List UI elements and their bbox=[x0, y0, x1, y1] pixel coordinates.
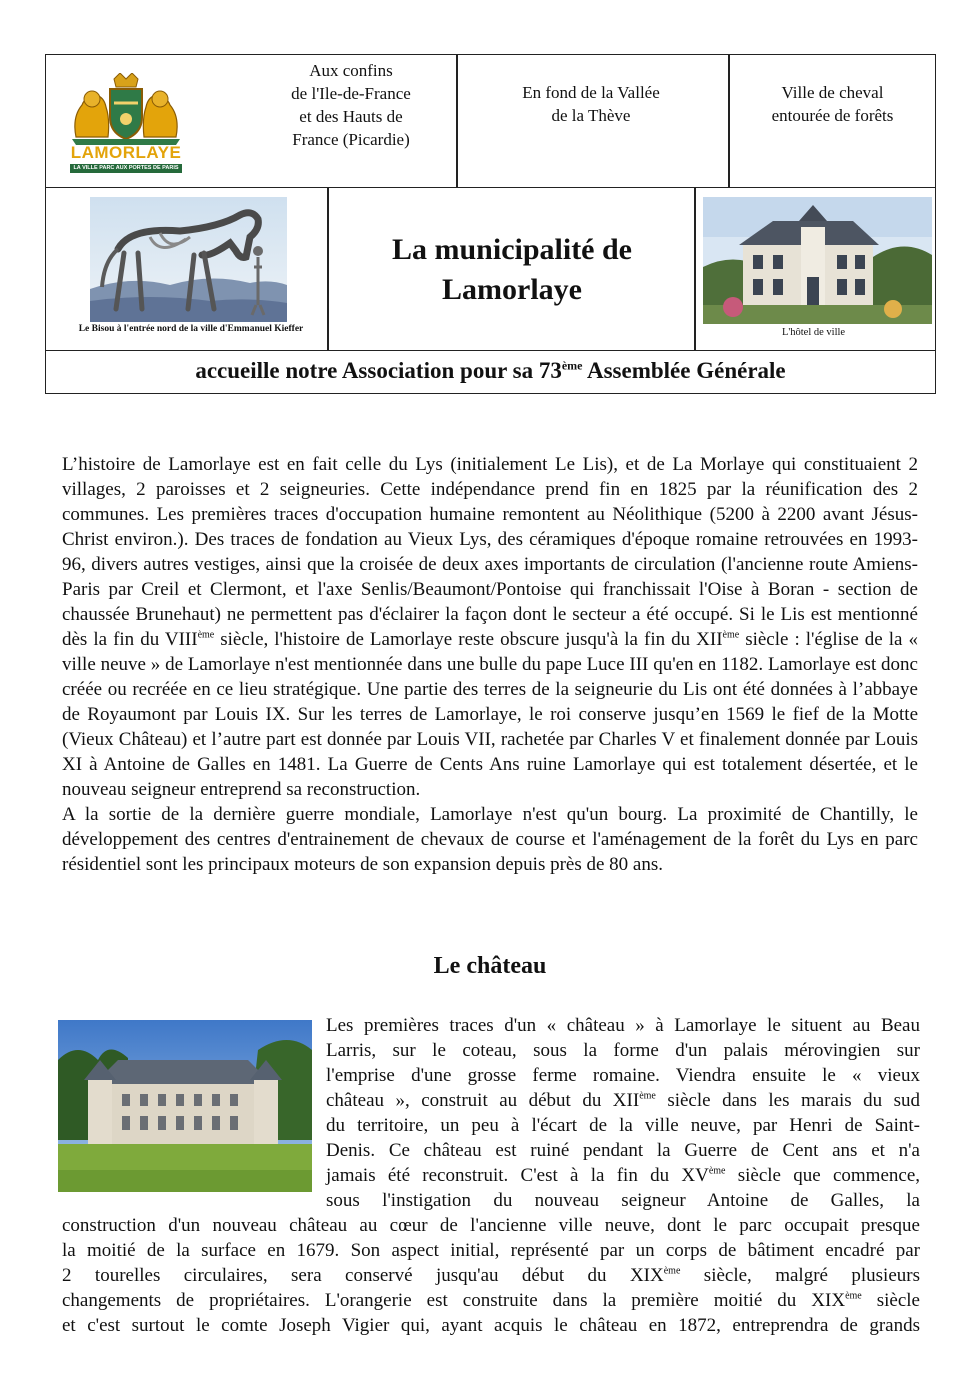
text-line: du territoire, un peu à l'écart de la ville neuve, par Henri de Saint- bbox=[326, 1115, 920, 1136]
header-row-middle bbox=[46, 188, 935, 351]
subtitle-text: Assemblée Générale bbox=[582, 358, 786, 383]
superscript: ème bbox=[708, 1165, 726, 1177]
page-title bbox=[328, 230, 696, 310]
valley-line: de la Thève bbox=[551, 106, 631, 125]
chateau-text-full bbox=[62, 1213, 920, 1338]
lamorlaye-logo bbox=[66, 73, 186, 178]
text-run: château », construit au début du XII bbox=[326, 1090, 640, 1111]
town-hall-caption: L'hôtel de ville bbox=[781, 327, 846, 338]
valley-cell bbox=[456, 81, 726, 127]
history-paragraph: A la sortie de la dernière guerre mondiale, Lamorlaye n'est qu'un bourg. La proximité de Chantilly, le développement des centres d'entrainement de chevaux de course et l'aménagement de la forêt du Lys en parc résidentiel sont les principaux moteurs de son expansion depuis près de 80 ans. bbox=[62, 804, 918, 875]
header-row-top bbox=[46, 55, 935, 188]
valley-line: En fond de la Vallée bbox=[522, 83, 660, 102]
superscript: ème bbox=[845, 1290, 862, 1302]
text-run: siècle que commence, bbox=[725, 1165, 921, 1186]
sculpture-caption: Le Bisou à l'entrée nord de la ville d'Emmanuel Kieffer bbox=[78, 324, 304, 334]
section-title-chateau: Le château bbox=[433, 953, 547, 979]
town-hall-photo bbox=[703, 197, 932, 324]
header-table bbox=[45, 54, 936, 394]
chateau-photo bbox=[58, 1020, 312, 1192]
text-line bbox=[62, 1288, 920, 1313]
text-line: la moitié de la surface en 1679. Son aspect initial, représenté par un corps de bâtiment encadré par bbox=[62, 1240, 920, 1261]
location-line: France (Picardie) bbox=[292, 130, 410, 149]
text-line: Les premières traces d'un « château » à Lamorlaye le situent au Beau bbox=[326, 1015, 920, 1036]
title-line: La municipalité de bbox=[391, 233, 632, 266]
superscript: ème bbox=[663, 1265, 681, 1277]
text-line: Larris, sur le coteau, sous la forme d'un palais mérovingien sur bbox=[326, 1040, 920, 1061]
text-line bbox=[326, 1088, 920, 1113]
subtitle-text: accueille notre Association pour sa 73 bbox=[195, 358, 562, 383]
text-line bbox=[62, 1263, 920, 1288]
text-run: 2 tourelles circulaires, sera conservé jusqu'au début du XIX bbox=[62, 1265, 664, 1286]
text-line: Denis. Ce château est ruiné pendant la Guerre de Cent ans et n'a bbox=[326, 1140, 920, 1161]
location-line: de l'Ile-de-France bbox=[291, 84, 411, 103]
text-run: siècle bbox=[861, 1290, 920, 1311]
text-run: siècle dans les marais du sud bbox=[655, 1090, 920, 1111]
horse-sculpture-photo bbox=[90, 197, 287, 322]
text-line: construction d'un nouveau château au cœur de l'ancienne ville neuve, dont le parc occupait presque bbox=[62, 1215, 920, 1236]
text-line: l'emprise d'une grosse ferme romaine. Viendra ensuite le « vieux bbox=[326, 1065, 920, 1086]
text-line bbox=[326, 1163, 920, 1188]
title-line: Lamorlaye bbox=[442, 273, 582, 306]
text-run: changements de propriétaires. L'orangerie est construite dans la première moitié du XIX bbox=[62, 1290, 846, 1311]
location-line: Aux confins bbox=[309, 61, 393, 80]
logo-tagline: LA VILLE PARC AUX PORTES DE PARIS bbox=[70, 164, 182, 173]
text-run: L’histoire de Lamorlaye est en fait celle du Lys (initialement Le Lis), et de La Morlaye qui constituaient 2 villages, 2 paroisses et 2 seigneuries. Cette indépendance prend fin en 1825 par la réunification des 2 communes. Les premières traces d'occupation humaine remontent au Néolithique (5200 à 2200 avant Jésus-Christ environ.). Des traces de fondation au Vieux Lys, des céramiques d'époque romaine retrouvées en 1993-96, divers autres vestiges, ainsi que la croisée de deux axes importants de circulation (l'ancienne route Amiens-Paris par Creil et Clermont, et l'axe Senlis/Beaumont/Pontoise qui franchissait l'Oise à Boran - section de chaussée Brunehaut) ne permettent pas d'éclairer la façon dont le secteur a été occupé. Si le Lis est mentionné dès la fin du VIII bbox=[62, 454, 918, 650]
chateau-text-side bbox=[326, 1013, 920, 1213]
superscript: ème bbox=[722, 629, 740, 641]
coat-of-arms-icon bbox=[66, 73, 186, 145]
logo-wordmark: LAMORLAYE bbox=[70, 143, 182, 162]
history-text bbox=[62, 452, 918, 877]
text-run: siècle, malgré plusieurs bbox=[680, 1265, 920, 1286]
text-run: siècle, l'histoire de Lamorlaye reste obscure jusqu'à la fin du XII bbox=[214, 629, 723, 650]
horse-city-line: entourée de forêts bbox=[771, 106, 894, 125]
location-cell bbox=[251, 59, 451, 151]
subtitle bbox=[46, 357, 935, 385]
subtitle-sup: ème bbox=[561, 358, 583, 373]
text-line: et c'est surtout le comte Joseph Vigier qui, ayant acquis le château en 1872, entreprendra de grands bbox=[62, 1315, 920, 1336]
header-row-bottom bbox=[46, 351, 935, 393]
history-paragraph bbox=[62, 452, 918, 802]
text-run: siècle : l'église de la « ville neuve » de Lamorlaye n'est mentionnée dans une bulle du pape Luce III qu'en en 1182. Lamorlaye est donc créée ou recréée en ce lieu stratégique. Une partie des terres de la seigneurie du Lis ont été données à l’abbaye de Royaumont par Louis IX. Sur les terres de Lamorlaye, le roi conserve jusqu’en 1569 le fief de la Motte (Vieux Château) et l’autre part est donnée par Louis VII, rachetée par Charles V et finalement donnée par Louis XI à Antoine de Galles en 1481. La Guerre de Cents Ans ruine Lamorlaye qui est totalement désertée, et le nouveau seigneur entreprend sa reconstruction. bbox=[62, 629, 918, 800]
superscript: ème bbox=[639, 1090, 656, 1102]
superscript: ème bbox=[197, 629, 215, 641]
text-run: jamais été reconstruit. C'est à la fin du XV bbox=[326, 1165, 709, 1186]
location-line: et des Hauts de bbox=[299, 107, 403, 126]
text-line: sous l'instigation du nouveau seigneur Antoine de Galles, la bbox=[326, 1190, 920, 1211]
horse-city-line: Ville de cheval bbox=[781, 83, 884, 102]
horse-city-cell bbox=[730, 81, 935, 127]
